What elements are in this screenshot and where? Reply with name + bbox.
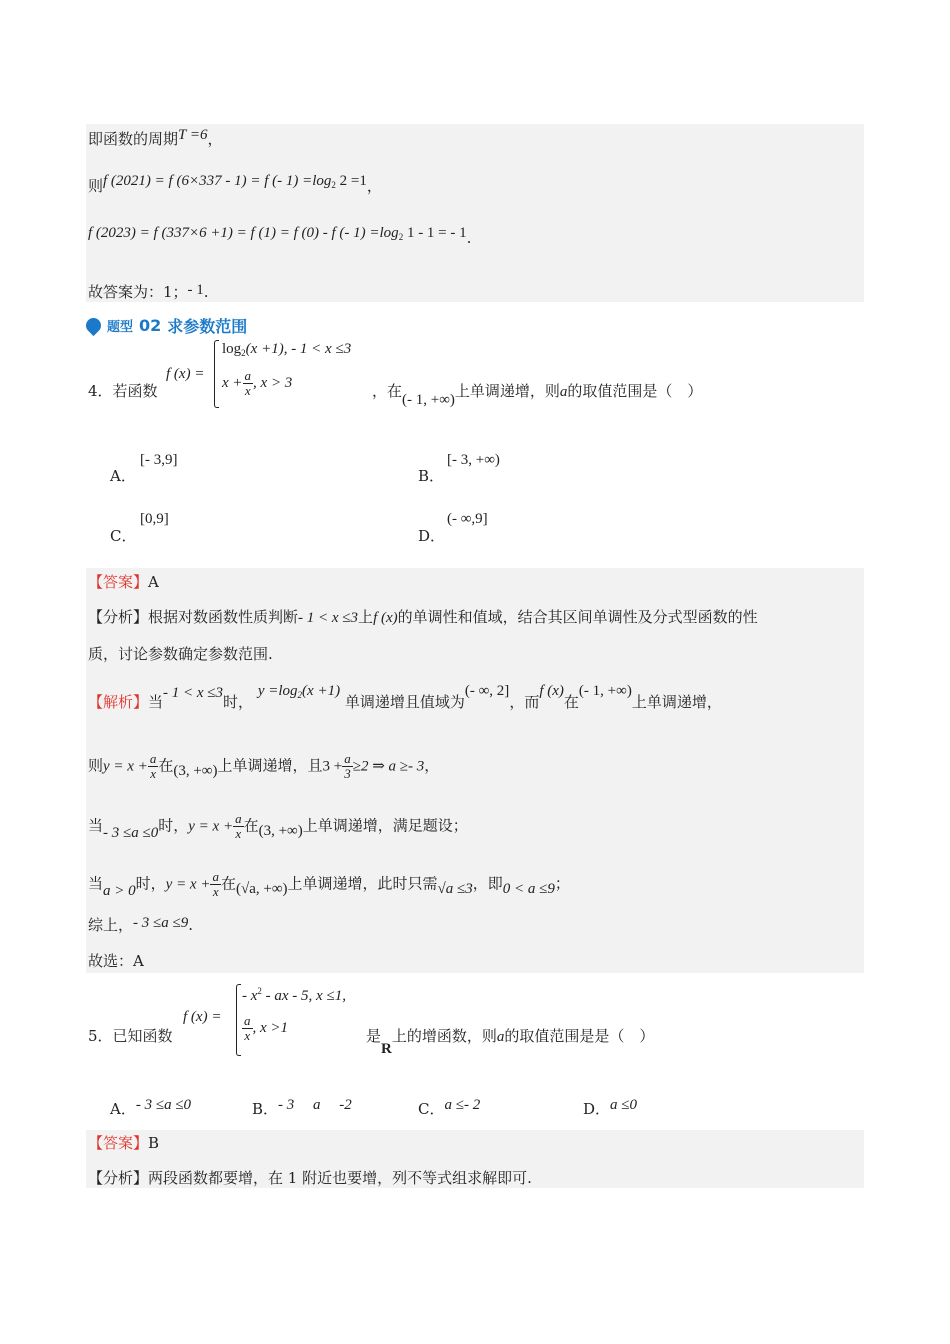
q4-explain-line1: 【解析】当- 1 < x ≤3时， $y =\log_2(x +1)$ 单调递增且值域为(- ∞, 2]，而f (x)在(- 1, +∞)上单调递增，: [88, 683, 722, 711]
q5-func-name: f (x) =: [183, 1009, 222, 1025]
q5-question: 5．已知函数: [88, 1027, 173, 1045]
q5-brace: [236, 984, 241, 1056]
q4-option-a[interactable]: A．: [110, 467, 136, 485]
q5-case2: $\frac{a}{x}$ , x >1: [244, 1013, 289, 1043]
q5-option-d[interactable]: D．a ≤0: [583, 1097, 638, 1118]
q5-analysis: 【分析】两段函数都要增，在 1 附近也要增，列不等式组求解即可.: [88, 1169, 532, 1187]
q4-analysis-line1: 【分析】根据对数函数性质判断- 1 < x ≤3上f (x)的单调性和值域，结合其区间单调性及分式型函数的性: [88, 608, 758, 626]
f2021-formula: f (2021) = f (6×337 - 1) = f (- $1) =\log_2$ 2 =1: [103, 173, 367, 190]
q4-option-c-value: [0,9]: [140, 511, 169, 527]
f2023-formula: f (2023) = f (337×6 +1) = f (1) = f (0) - f (- $1) =\log_2$ 1 - 1 = - 1: [88, 225, 467, 242]
q5-option-a[interactable]: A．- 3 ≤a ≤0: [110, 1097, 192, 1118]
f2023-line: f (2023) = f (337×6 +1) = f (1) = f (0) - f (- $1) =\log_2$ 1 - 1 = - 1.: [88, 225, 472, 247]
section-heading: 题型 02 求参数范围: [86, 314, 247, 337]
q4-case2: x + $\frac{a}{x}$ , x > 3: [222, 368, 293, 398]
q4-case1: $\log_2(x +1)$, - 1 < x ≤3: [222, 341, 352, 358]
q4-option-c[interactable]: C．: [110, 527, 137, 545]
q4-option-b[interactable]: B．: [418, 467, 445, 485]
answer3-line: 故答案为：1；- 1.: [88, 282, 209, 301]
q5-case1: - $x^2$ - ax - 5, x ≤1,: [242, 986, 346, 1004]
q4-question: 4．若函数: [88, 382, 158, 400]
q4-explain-line4: 当a > 0时，y = x + $\frac{a}{x}$ 在(√a, +∞)上单调递增，此时只需√a ≤3，即0 < a ≤9；: [88, 869, 570, 899]
solution3-block: [86, 124, 864, 302]
period-line: 即函数的周期T =6，: [88, 127, 223, 148]
q4-explain-line5: 综上，- 3 ≤a ≤9.: [88, 915, 194, 934]
q4-choice: 故选：A: [88, 952, 144, 970]
f2021-line: 则f (2021) = f (6×337 - 1) = f (- $1) =\log_2$ 2 =1，: [88, 173, 382, 195]
q4-option-b-value: [- 3, +∞): [447, 452, 500, 468]
location-pin-icon: [83, 315, 104, 336]
q4-func-name: f (x) =: [166, 366, 205, 382]
q5-answer: 【答案】B: [88, 1134, 160, 1152]
q4-option-d-value: (- ∞,9]: [447, 511, 488, 527]
q4-analysis-line2: 质，讨论参数确定参数范围.: [88, 645, 273, 663]
q5-option-c[interactable]: C．a ≤- 2: [418, 1097, 481, 1118]
q4-brace: [214, 340, 219, 408]
q5-option-b[interactable]: B．- 3 a -2: [252, 1097, 352, 1118]
q4-option-d[interactable]: D．: [418, 527, 446, 545]
q4-explain-line2: 则y = x + $\frac{a}{x}$ 在(3, +∞)上单调递增，且3 + $\frac{a}{3}$ ≥2 ⇒ a ≥- 3，: [88, 751, 440, 781]
q4-explain-line3: 当- 3 ≤a ≤0时，y = x + $\frac{a}{x}$ 在(3, +∞)上单调递增，满足题设；: [88, 811, 468, 841]
q4-question-tail: ，在(- 1, +∞)上单调递增，则a的取值范围是（ ）: [372, 382, 703, 408]
q4-option-a-value: [- 3,9]: [140, 452, 178, 468]
q4-answer: 【答案】A: [88, 573, 159, 591]
q5-question-tail: 是R上的增函数，则a的取值范围是是（ ）: [366, 1027, 655, 1057]
